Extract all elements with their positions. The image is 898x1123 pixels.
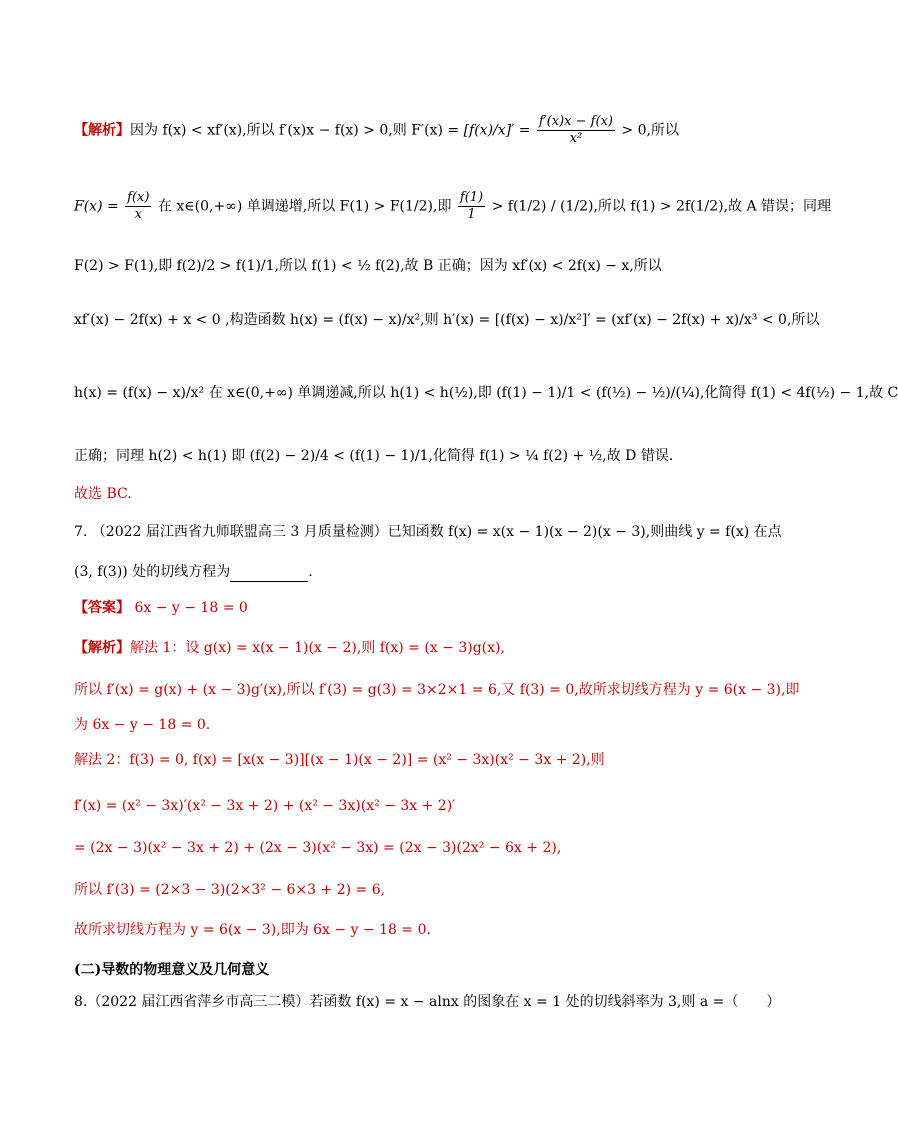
- solution-line-6: = (2x − 3)(x² − 3x + 2) + (2x − 3)(x² − 3x) = (2x − 3)(2x² − 6x + 2),: [74, 840, 562, 856]
- fraction-3: $\frac{f(1)}{1}$: [459, 190, 484, 222]
- solution-line-5: f′(x) = (x² − 3x)′(x² − 3x + 2) + (x² − 3x)(x² − 3x + 2)′: [74, 798, 456, 814]
- section-heading: (二)导数的物理意义及几何意义: [74, 962, 270, 978]
- fraction-1: $\frac{f'(x)x - f(x)}{\text{x²}}$: [538, 114, 613, 146]
- analysis-conclusion: 故选 BC.: [74, 486, 132, 502]
- analysis-label: 【解析】: [74, 122, 130, 139]
- question-8: 8.（2022 届江西省萍乡市高三二模）若函数 f(x) = x − alnx 的图象在 x = 1 处的切线斜率为 3,则 a =（ ）: [74, 994, 781, 1010]
- solution-line-3: 为 6x − y − 18 = 0.: [74, 717, 211, 733]
- analysis-line-3: F(2) > F(1),即 f(2)/2 > f(1)/1,所以 f(1) < ½ f(2),故 B 正确；因为 xf′(x) < 2f(x) − x,所以: [74, 258, 662, 274]
- derivative-expression: [f(x)/x]′ =: [463, 122, 531, 139]
- solution-line-4: 解法 2：f(3) = 0, f(x) = [x(x − 3)][(x − 1)(x − 2)] = (x² − 3x)(x² − 3x + 2),则: [74, 752, 605, 768]
- answer-line: [74, 598, 734, 618]
- analysis-line-2: F(x) = $\frac{f(x)}{x}$ 在 x∈(0,+∞) 单调递增,所以 F(1) > F(1/2),即 $\frac{f(1)}{1}$ > f(1/2) / (1/2),所以 f(1) > 2f(1/2),故 A 错误；同理: [74, 190, 832, 222]
- question-7: 7. （2022 届江西省九师联盟高三 3 月质量检测）已知函数 f(x) = x(x − 1)(x − 2)(x − 3),则曲线 y = f(x) 在点: [74, 524, 782, 540]
- analysis-line-6: 正确；同理 h(2) < h(1) 即 (f(2) − 2)/4 < (f(1) − 1)/1,化简得 f(1) > ¼ f(2) + ½,故 D 错误.: [74, 448, 674, 464]
- fraction-2: $\frac{f(x)}{x}$: [127, 190, 150, 222]
- solution-line-8: 故所求切线方程为 y = 6(x − 3),即为 6x − y − 18 = 0.: [74, 922, 431, 938]
- analysis-line-4: xf′(x) − 2f(x) + x < 0 ,构造函数 h(x) = (f(x) − x)/x²,则 h′(x) = [(f(x) − x)/x²]′ = (xf′(x) − 2f(x) + x)/x³ < 0,所以: [74, 312, 820, 328]
- analysis-label-2: 【解析】: [74, 640, 130, 656]
- answer-blank: [230, 567, 308, 582]
- question-7-cont: (3, f(3)) 处的切线方程为 .: [74, 564, 313, 580]
- analysis-line-1: 【解析】因为 f(x) < xf′(x),所以 f′(x)x − f(x) > 0,则 F′(x) = [f(x)/x]′ = $\frac{f'(x)x - f(x)}{\text{x²}}$ > 0,所以: [74, 114, 679, 146]
- solution-line-2: 所以 f′(x) = g(x) + (x − 3)g′(x),所以 f′(3) = g(3) = 3×2×1 = 6,又 f(3) = 0,故所求切线方程为 y = 6(x − 3),即: [74, 682, 800, 698]
- answer-value: 6x − y − 18 = 0: [134, 600, 248, 616]
- answer-label: 【答案】: [74, 600, 130, 616]
- analysis-text-1: 因为 f(x) < xf′(x),所以 f′(x)x − f(x) > 0,则 F′(x) =: [130, 122, 460, 139]
- solution-line-7: 所以 f′(3) = (2×3 − 3)(2×3² − 6×3 + 2) = 6,: [74, 882, 386, 898]
- analysis-line-5: h(x) = (f(x) − x)/x² 在 x∈(0,+∞) 单调递减,所以 h(1) < h(½),即 (f(1) − 1)/1 < (f(½) − ½)/(¼),化简得 f(1) < 4f(½) − 1,故 C: [74, 385, 898, 401]
- solution-line-1: 【解析】解法 1：设 g(x) = x(x − 1)(x − 2),则 f(x) = (x − 3)g(x),: [74, 640, 505, 656]
